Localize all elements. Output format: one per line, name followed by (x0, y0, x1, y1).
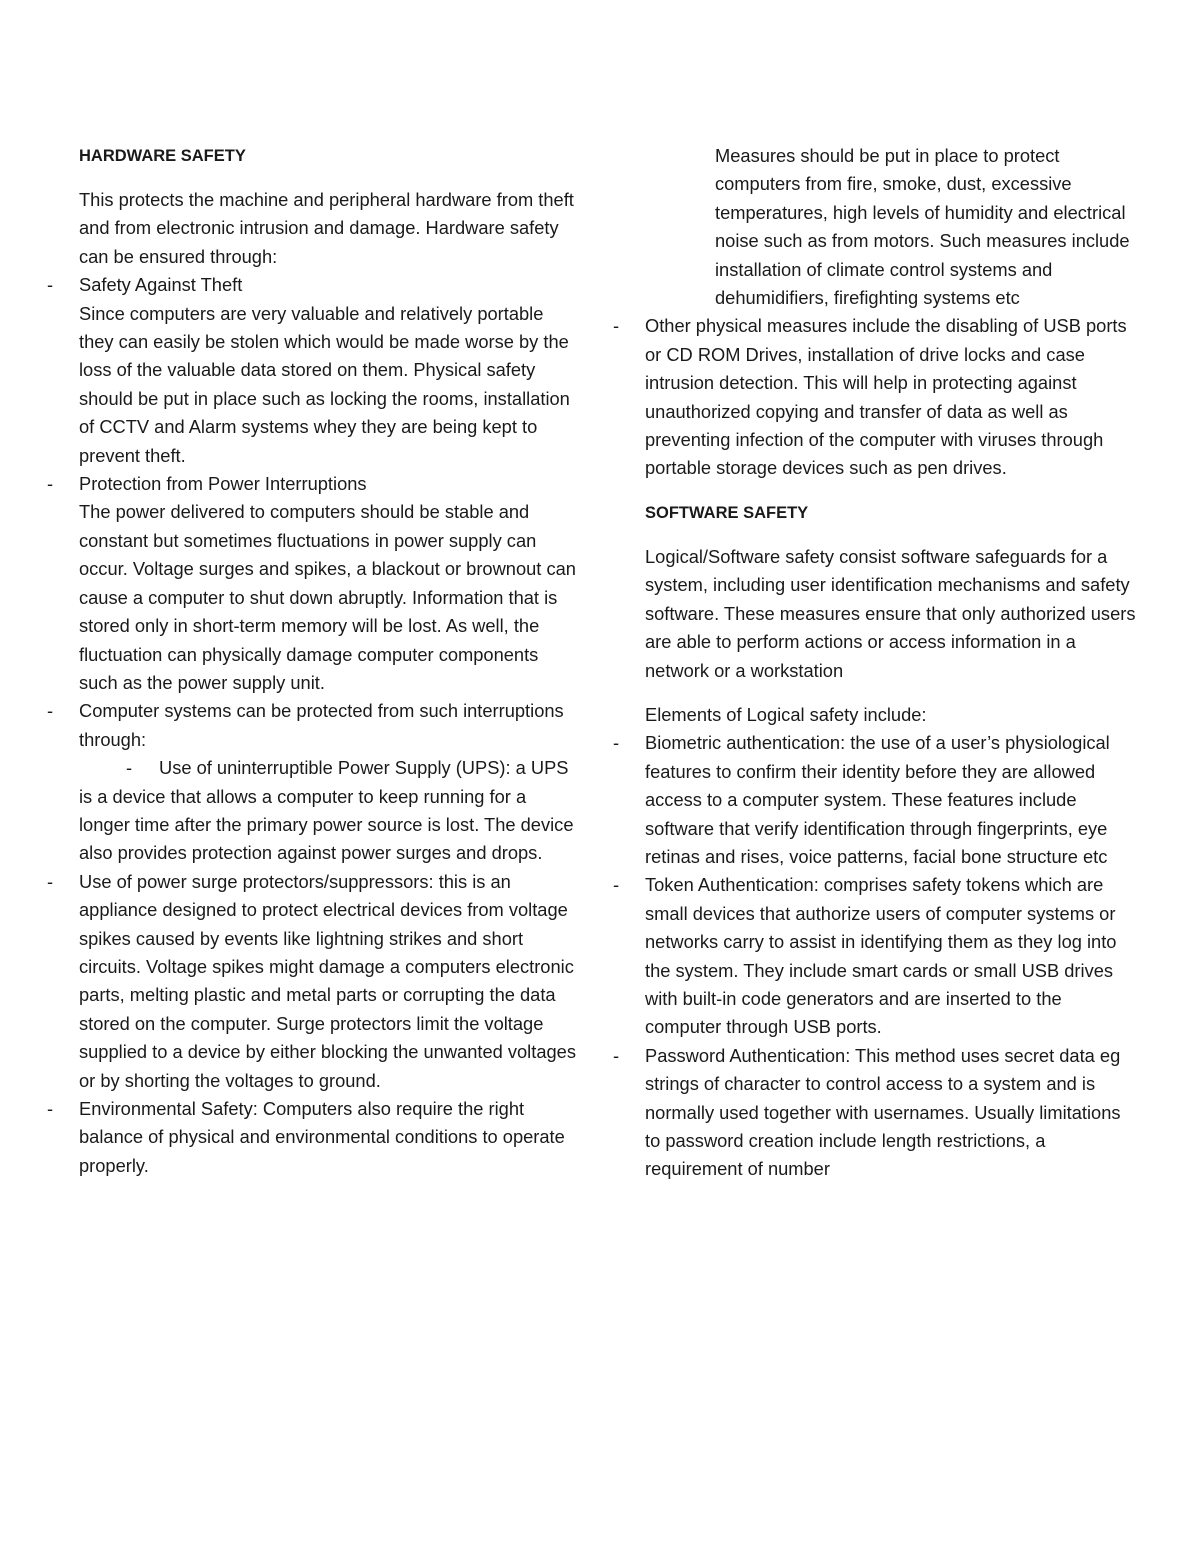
list-item (613, 312, 1137, 482)
dash-bullet: - (47, 1098, 54, 1119)
hardware-intro-paragraph: This protects the machine and peripheral hardware from theft and from electronic intrusion and damage. Hardware safety can be ensured through: (79, 189, 574, 267)
list-item-text: Other physical measures include the disabling of USB ports or CD ROM Drives, installation of drive locks and case intrusion detection. This will help in protecting against unauthorized copying and transfer of data as well as preventing infection of the computer with viruses through portable storage devices such as pen drives. (645, 315, 1127, 479)
dash-bullet: - (613, 1044, 620, 1066)
environmental-continuation: Measures should be put in place to protect computers from fire, smoke, dust, excessive temperatures, high levels of humidity and electrical noise such as from motors. Such measures include installation of climate control systems and dehumidifiers, firefighting systems etc (715, 145, 1130, 309)
list-item (613, 871, 1137, 1041)
dash-bullet: - (126, 757, 133, 779)
list-item (613, 1042, 1137, 1184)
hardware-list (47, 271, 579, 754)
physical-measures-list (613, 312, 1137, 482)
ups-text: Use of uninterruptible Power Supply (UPS): a UPS is a device that allows a computer to keep running for a longer time after the primary power source is lost. The device also provides protection against power surges and drops. (79, 757, 574, 864)
dash-bullet: - (47, 473, 54, 495)
dash-bullet: - (613, 874, 620, 896)
list-item-text: Token Authentication: comprises safety tokens which are small devices that authorize users of computer systems or networks carry to assist in identifying them as they log into the system. They include smart cards or small USB drives with built-in code generators and are inserted to the computer through USB ports. (645, 874, 1117, 1038)
dash-bullet: - (613, 732, 620, 754)
dash-bullet: - (47, 700, 54, 722)
dash-bullet: - (47, 274, 54, 296)
ups-paragraph (79, 754, 579, 868)
list-item-text: Environmental Safety: Computers also require the right balance of physical and environmental conditions to operate properly. (79, 1098, 565, 1176)
elements-intro: Elements of Logical safety include: (645, 703, 927, 725)
list-item (47, 868, 579, 1095)
logical-safety-list (613, 729, 1137, 1184)
list-item-text: Use of power surge protectors/suppressors: this is an appliance designed to protect electrical devices from voltage spikes caused by events like lightning strikes and short circuits. Voltage spikes might damage a computers electronic parts, melting plastic and metal parts or corrupting the data stored on the computer. Surge protectors limit the voltage supplied to a device by either blocking the unwanted voltages or by shorting the voltages to ground. (79, 870, 576, 1091)
list-item-body: Since computers are very valuable and relatively portable they can easily be stolen which would be made worse by the loss of the valuable data stored on them. Physical safety should be put in place such as locking the rooms, installation of CCTV and Alarm systems whey they are being kept to prevent theft. (79, 302, 570, 466)
list-item-text: Biometric authentication: the use of a user’s physiological features to confirm their identity before they are allowed access to a computer system. These features include software that verify identification through fingerprints, eye retinas and rises, voice patterns, facial bone structure etc (645, 732, 1110, 867)
right-column (613, 142, 1137, 1184)
hardware-safety-heading: HARDWARE SAFETY (79, 147, 246, 165)
list-item (47, 697, 579, 754)
list-item-body: The power delivered to computers should be stable and constant but sometimes fluctuations in power supply can occur. Voltage surges and spikes, a blackout or brownout can cause a computer to shut down abruptly. Information that is stored only in short-term memory will be lost. As well, the fluctuation can physically damage computer components such as the power supply unit. (79, 501, 576, 693)
software-intro-paragraph: Logical/Software safety consist software safeguards for a system, including user identification mechanisms and safety software. These measures ensure that only authorized users are able to perform actions or access information in a network or a workstation (645, 545, 1136, 681)
list-item (613, 729, 1137, 871)
list-item (47, 1095, 579, 1180)
dash-bullet: - (47, 870, 54, 892)
list-item-title: Computer systems can be protected from such interruptions through: (79, 700, 564, 750)
list-item (47, 271, 579, 470)
left-column (47, 142, 579, 1180)
list-item (47, 470, 579, 697)
list-item-title: Safety Against Theft (79, 274, 243, 296)
software-safety-heading: SOFTWARE SAFETY (645, 503, 809, 522)
list-item-title: Protection from Power Interruptions (79, 473, 367, 495)
hardware-list-continued (47, 868, 579, 1180)
dash-bullet: - (613, 315, 620, 337)
list-item-text: Password Authentication: This method uses secret data eg strings of character to control access to a system and is normally used together with usernames. Usually limitations to password creation include length restrictions, a requirement of number (645, 1044, 1121, 1180)
